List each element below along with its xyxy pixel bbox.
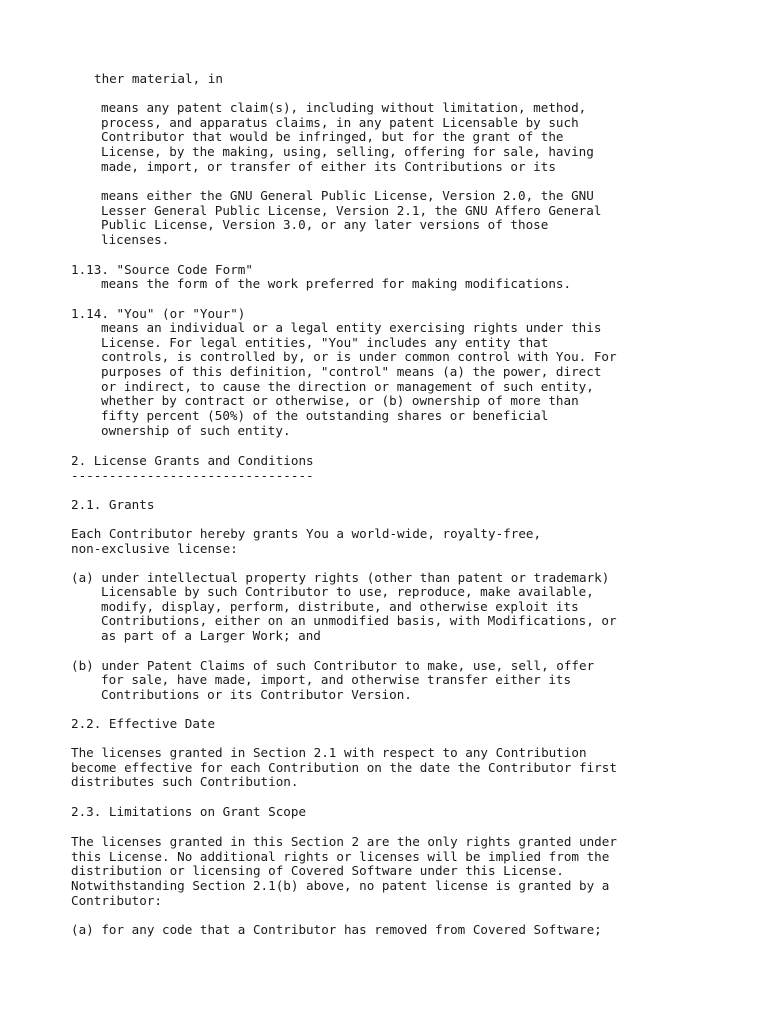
text-line: this License. No additional rights or licenses will be implied from the: [71, 848, 610, 864]
text-line: 2.3. Limitations on Grant Scope: [71, 804, 307, 819]
text-line: means an individual or a legal entity exercising rights under this: [101, 320, 602, 335]
text-line: distributes such Contribution.: [71, 774, 299, 790]
text-line: 2. License Grants and Conditions: [71, 453, 314, 468]
text-line: Licensable by such Contributor to use, reproduce, make available,: [101, 584, 594, 599]
text-line: or indirect, to cause the direction or management of such entity,: [101, 378, 594, 394]
text-line: (a) for any code that a Contributor has removed from Covered Software;: [71, 922, 602, 937]
text-line: 2.1. Grants: [71, 497, 155, 512]
text-line: modify, display, perform, distribute, and otherwise exploit its: [101, 598, 579, 614]
text-line: controls, is controlled by, or is under common control with You. For: [101, 349, 617, 365]
text-line: become effective for each Contribution on the date the Contributor first: [71, 759, 617, 775]
text-line: ownership of such entity.: [101, 422, 291, 438]
text-line: means either the GNU General Public License, Version 2.0, the GNU: [101, 188, 594, 203]
text-line: Public License, Version 3.0, or any later versions of those: [101, 217, 549, 233]
text-line: Contributor:: [71, 892, 162, 908]
text-line: for sale, have made, import, and otherwise transfer either its: [101, 672, 572, 687]
text-line: ther material, in: [94, 71, 223, 86]
text-line: Each Contributor hereby grants You a world-wide, royalty-free,: [71, 526, 542, 541]
text-line: whether by contract or otherwise, or (b) ownership of more than: [101, 393, 579, 409]
text-line: Contributions or its Contributor Version.: [101, 686, 412, 702]
text-line: (a) under intellectual property rights (other than patent or trademark): [71, 570, 610, 585]
text-line: Lesser General Public License, Version 2.1, the GNU Affero General: [101, 202, 602, 218]
text-line: Notwithstanding Section 2.1(b) above, no patent license is granted by a: [71, 877, 610, 893]
text-line: 1.13. "Source Code Form": [71, 262, 253, 277]
text-line: --------------------------------: [71, 467, 314, 483]
text-line: as part of a Larger Work; and: [101, 627, 321, 643]
text-line: means any patent claim(s), including without limitation, method,: [101, 100, 587, 115]
text-line: licenses.: [101, 231, 170, 247]
text-line: (b) under Patent Claims of such Contributor to make, use, sell, offer: [71, 658, 595, 673]
text-line: purposes of this definition, "control" means (a) the power, direct: [101, 363, 602, 379]
text-line: Contributions, either on an unmodified basis, with Modifications, or: [101, 613, 617, 629]
text-line: License, by the making, using, selling, offering for sale, having: [101, 143, 594, 159]
text-line: means the form of the work preferred for making modifications.: [101, 276, 572, 291]
text-line: 2.2. Effective Date: [71, 716, 216, 731]
text-line: fifty percent (50%) of the outstanding shares or beneficial: [101, 407, 549, 423]
text-line: distribution or licensing of Covered Software under this License.: [71, 863, 564, 879]
text-line: License. For legal entities, "You" includes any entity that: [101, 334, 549, 350]
text-line: The licenses granted in this Section 2 are the only rights granted under: [71, 834, 617, 849]
text-line: process, and apparatus claims, in any patent Licensable by such: [101, 114, 579, 130]
text-line: The licenses granted in Section 2.1 with respect to any Contribution: [71, 745, 587, 760]
text-line: Contributor that would be infringed, but for the grant of the: [101, 129, 564, 145]
text-line: 1.14. "You" (or "Your"): [71, 306, 246, 321]
text-line: non-exclusive license:: [71, 540, 238, 556]
text-line: made, import, or transfer of either its Contributions or its: [101, 158, 556, 174]
